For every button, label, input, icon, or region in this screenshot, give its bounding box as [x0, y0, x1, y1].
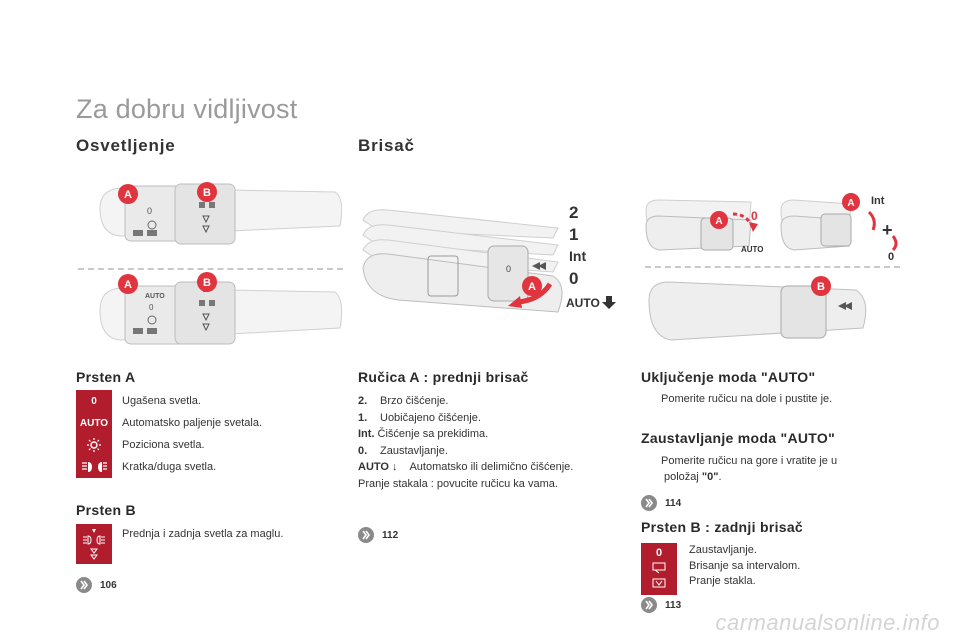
wiper-pos-int: Int: [569, 248, 587, 264]
stalk-bottom-zero: 0: [149, 303, 154, 312]
list-item: [76, 524, 283, 564]
ref-number: 113: [665, 599, 682, 611]
list-item: 1. Uobičajeno čišćenje.: [358, 411, 481, 424]
list-item-label: Zaustavljanje.: [689, 544, 757, 556]
lever-a-title: Ručica A : prednji brisač: [358, 369, 529, 385]
rear-plus-label: +: [882, 220, 893, 240]
ref-number: 114: [665, 497, 682, 509]
wash-text: Pranje stakala : povucite ručicu ka vama.: [358, 477, 558, 490]
off-icon: 0: [76, 390, 112, 412]
dipped-main-beam-icon: [76, 456, 112, 478]
link-arrow-icon: [641, 495, 657, 511]
list-item: 2. Brzo čišćenje.: [358, 395, 449, 407]
auto-icon: AUTO: [76, 412, 112, 434]
list-item-label: Automatsko paljenje svetala.: [122, 417, 263, 429]
ring-a-list: [76, 390, 262, 478]
wiper-pos-1: 1: [569, 225, 579, 244]
list-item-label: Prednja i zadnja svetla za maglu.: [122, 528, 284, 540]
rear-label-b: B: [817, 281, 825, 293]
rear-wiper-interval-icon: [651, 560, 667, 576]
wiper-label-a: A: [528, 281, 536, 293]
ring-b-rear-list: [641, 543, 800, 595]
ring-b-list: [76, 524, 283, 564]
label-b-bottom: B: [203, 277, 211, 289]
list-item: [76, 434, 262, 456]
list-item-label: Pranje stakla.: [689, 575, 756, 587]
ref-number: 112: [382, 529, 399, 541]
divider-lighting: [78, 268, 343, 270]
ref-link-114[interactable]: [641, 495, 681, 511]
ref-link-113[interactable]: [641, 597, 681, 613]
link-arrow-icon: [76, 577, 92, 593]
auto-off-title: Zaustavljanje moda "AUTO": [641, 430, 836, 446]
divider-auto: [645, 266, 900, 268]
list-item-label: Kratka/duga svetla.: [122, 461, 217, 473]
ring-b-title: Prsten B: [76, 502, 136, 518]
page-title: Za dobru vidljivost: [76, 94, 298, 124]
link-arrow-icon: [358, 527, 374, 543]
wiper-pos-0: 0: [569, 269, 579, 288]
stalk-top-zero: 0: [147, 206, 153, 216]
list-item: [76, 390, 262, 412]
label-b-top: B: [203, 187, 211, 199]
list-item-label: Brisanje sa intervalom.: [689, 559, 801, 572]
ref-link-106[interactable]: [76, 577, 117, 593]
label-a-bottom: A: [124, 279, 132, 291]
auto-label-a: A: [715, 216, 723, 227]
wiper-pos-2: 2: [569, 203, 579, 222]
label-a-top: A: [124, 189, 132, 201]
front-wiper-illustration: [358, 190, 623, 340]
ref-number: 106: [100, 579, 117, 591]
list-item: [76, 412, 262, 434]
list-item: Int. Čišćenje sa prekidima.: [358, 428, 489, 440]
list-item: 0. Zaustavljanje.: [358, 444, 448, 457]
section-title-wiper: Brisač: [358, 136, 415, 155]
rear-int-label: Int: [871, 195, 885, 207]
auto-mode-illustration: [641, 190, 903, 350]
position-light-icon: [76, 434, 112, 456]
auto-off-text: Pomerite ručicu na gore i vratite je u položaj "0".: [661, 455, 838, 483]
lighting-stalk-illustration: [95, 178, 345, 353]
rear-wash-icon: [651, 576, 667, 592]
auto-pos-auto: AUTO: [741, 245, 764, 254]
ring-b-rear-title: Prsten B : zadnji brisač: [641, 519, 804, 535]
list-item: [76, 456, 262, 478]
lever-a-list: [358, 393, 573, 492]
wiper-pos-auto: AUTO: [566, 296, 600, 310]
link-arrow-icon: [641, 597, 657, 613]
rear-zero-label: 0: [888, 251, 895, 263]
auto-on-text: Pomerite ručicu na dole i pustite je.: [661, 393, 833, 405]
list-item-label: Poziciona svetla.: [122, 439, 205, 451]
auto-label-b: A: [847, 198, 855, 209]
fog-lights-icon: [76, 524, 112, 564]
wiper-stalk-zero: 0: [506, 264, 512, 274]
auto-pos-zero: 0: [751, 209, 758, 223]
section-title-lighting: Osvetljenje: [76, 136, 176, 155]
ref-link-112[interactable]: [358, 527, 398, 543]
down-arrow-icon: ↓: [391, 461, 398, 473]
list-item-label: Ugašena svetla.: [122, 395, 201, 407]
list-item: AUTO ↓ Automatsko ili delimično čišćenje.: [358, 461, 574, 473]
off-icon: 0: [655, 547, 663, 559]
stalk-bottom-auto: AUTO: [145, 293, 165, 300]
watermark: carmanualsonline.info: [715, 610, 940, 635]
auto-on-title: Uključenje moda "AUTO": [641, 369, 816, 385]
ring-a-title: Prsten A: [76, 369, 136, 385]
